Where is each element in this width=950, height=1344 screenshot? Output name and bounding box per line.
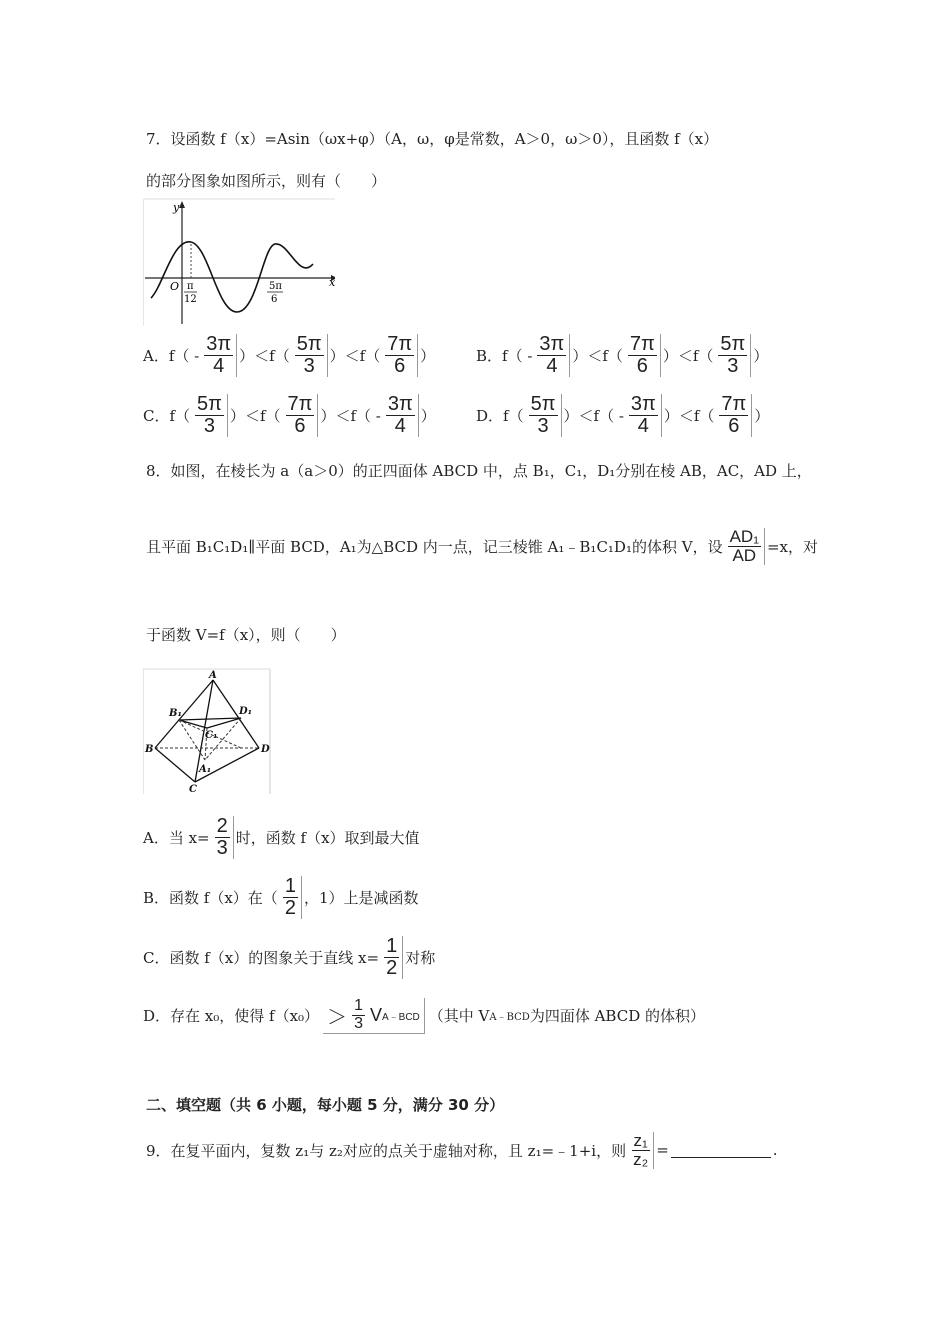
frac: $\frac{5\pi}{3}$: [715, 334, 751, 377]
frac: $\frac{5\pi}{3}$: [292, 334, 328, 377]
tick1-den: 12: [184, 294, 197, 305]
frac: $\frac{3\pi}{4}$: [201, 334, 237, 377]
tetrahedron-figure: [143, 668, 271, 794]
q7-text2: 的部分图象如图所示，则有（ ）: [146, 172, 387, 190]
q8-line3: 于函数 V=f（x），则（ ）: [146, 626, 346, 644]
frac: $\frac{5\pi}{3}$: [526, 394, 562, 437]
frac: $\frac{5\pi}{3}$: [192, 394, 228, 437]
q7-sine-graph: [143, 198, 335, 326]
label-b: B: [145, 744, 154, 755]
label-a1: A₁: [199, 764, 212, 775]
label-c: C: [189, 784, 197, 794]
q7-option-a[interactable]: A．f（ - $\frac{3\pi}{4}$ ）＜f（ $\frac{5\pi}{3}$ ）＜f（ $\frac{7\pi}{6}$ ）: [143, 333, 436, 377]
tick2-den: 6: [271, 294, 278, 305]
q7-line2: [146, 170, 386, 191]
frac: $\frac{3\pi}{4}$: [626, 394, 662, 437]
label-b1: B₁: [169, 708, 182, 719]
label-a: A: [209, 670, 217, 681]
frac: $\frac{2}{3}$: [212, 816, 234, 859]
q8-option-b[interactable]: B．函数 f（x）在（ $\frac{1}{2}$ ，1）上是减函数: [143, 875, 419, 919]
section-heading: 二、填空题（共 6 小题，每小题 5 分，满分 30 分）: [146, 1096, 505, 1114]
label-d1: D₁: [239, 706, 253, 717]
q7-option-d[interactable]: D．f（ $\frac{5\pi}{3}$ ）＜f（ - $\frac{3\pi}{4}$ ）＜f（ $\frac{7\pi}{6}$ ）: [476, 393, 770, 437]
q7-option-c[interactable]: C．f（ $\frac{5\pi}{3}$ ）＜f（ $\frac{7\pi}{6}$ ）＜f（ - $\frac{3\pi}{4}$ ）: [143, 393, 436, 437]
x-label: x: [329, 276, 335, 289]
frac-z1-z2: $\frac{\text{z₁}}{\text{z₂}}$: [628, 1132, 654, 1169]
sine-curve: [151, 242, 313, 312]
label-c1: C₁: [205, 730, 218, 741]
frac: $\frac{1}{2}$: [381, 936, 403, 979]
label-d: D: [261, 744, 270, 755]
q8-option-d[interactable]: D．存在 x₀，使得 f（x₀） ＞ $\frac{1}{3}$ V A﹣BCD （其中 V A﹣BCD 为四面体 ABCD 的体积）: [143, 997, 706, 1032]
frac: $\frac{1}{2}$: [280, 876, 302, 919]
answer-blank[interactable]: [671, 1143, 771, 1158]
q8-line1: 8．如图，在棱长为 a（a＞0）的正四面体 ABCD 中，点 B₁，C₁，D₁分别在棱 AB，AC，AD 上，: [146, 462, 812, 480]
tick2-num: 5π: [269, 281, 282, 292]
q7-option-b[interactable]: B．f（ - $\frac{3\pi}{4}$ ）＜f（ $\frac{7\pi}{6}$ ）＜f（ $\frac{5\pi}{3}$ ）: [476, 333, 769, 377]
origin-label: O: [170, 280, 180, 293]
volume-inequality: ＞ $\frac{1}{3}$ V A﹣BCD: [323, 998, 425, 1034]
frac: $\frac{7\pi}{6}$: [716, 394, 752, 437]
tick1-num: π: [187, 281, 194, 292]
frac: $\frac{3\pi}{4}$: [534, 334, 570, 377]
frac: $\frac{7\pi}{6}$: [283, 394, 319, 437]
y-label: y: [173, 201, 180, 214]
q8-option-c[interactable]: C．函数 f（x）的图象关于直线 x= $\frac{1}{2}$ 对称: [143, 935, 436, 979]
q8-option-a[interactable]: A．当 x= $\frac{2}{3}$ 时，函数 f（x）取到最大值: [143, 815, 420, 859]
q8-line2: 且平面 B₁C₁D₁∥平面 BCD，A₁为△BCD 内一点，记三棱锥 A₁﹣B₁C₁D₁的体积 V，设 $\frac{\text{AD₁}}{AD}$ =x，对: [146, 527, 818, 565]
frac: $\frac{3\pi}{4}$: [383, 394, 419, 437]
frac-ad1-ad: $\frac{\text{AD₁}}{AD}$: [725, 528, 765, 565]
frac: $\frac{7\pi}{6}$: [625, 334, 661, 377]
q9-line: 9．在复平面内，复数 z₁与 z₂对应的点关于虚轴对称，且 z₁=﹣1+i，则 $\frac{\text{z₁}}{\text{z₂}}$ = .: [146, 1131, 778, 1169]
q7-text1: 7．设函数 f（x）=Asin（ωx+φ）（A，ω，φ是常数，A＞0，ω＞0），且函数 f（x）: [146, 130, 719, 148]
q7-line1: [146, 128, 718, 149]
frac: $\frac{7\pi}{6}$: [382, 334, 418, 377]
